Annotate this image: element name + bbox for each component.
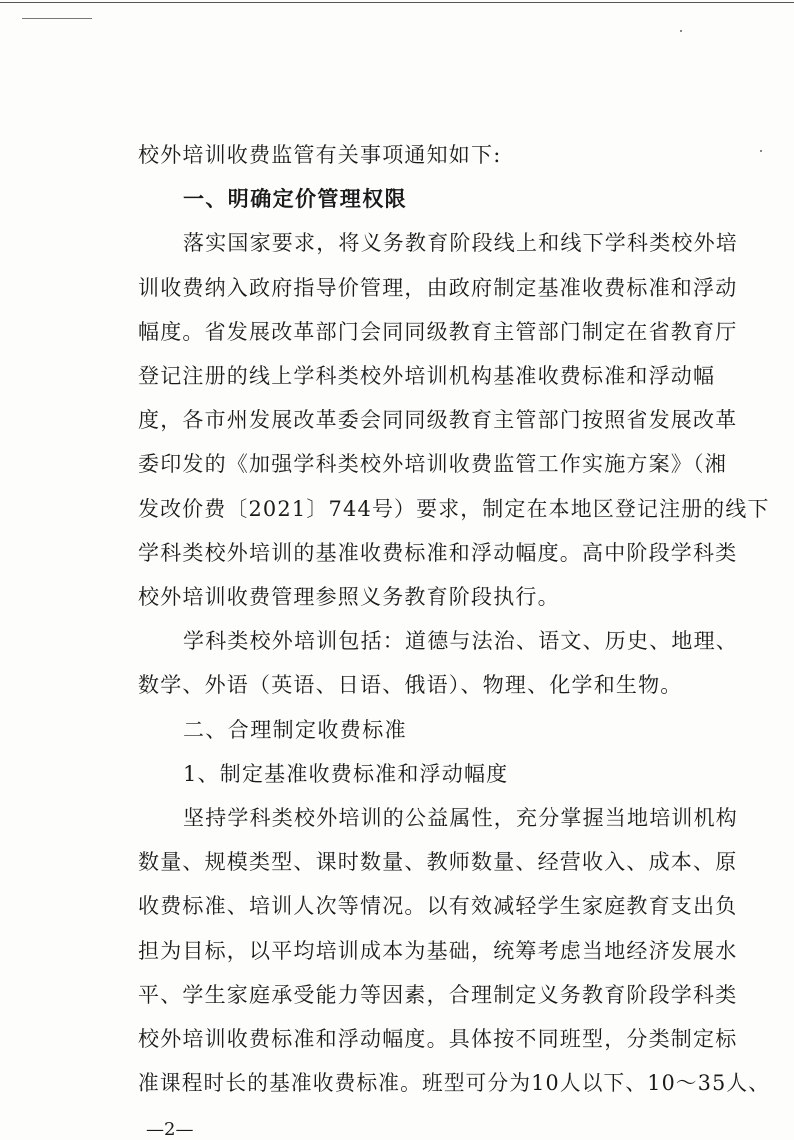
scan-edge-line bbox=[0, 2, 794, 3]
paragraph-line: 准课程时长的基准收费标准。班型可分为10人以下、10～35人、 bbox=[138, 1071, 771, 1096]
paragraph-line: 校外培训收费管理参照义务教育阶段执行。 bbox=[138, 585, 560, 609]
scan-dot bbox=[680, 30, 682, 32]
scan-dot bbox=[760, 150, 762, 152]
paragraph-line: 落实国家要求，将义务教育阶段线上和线下学科类校外培 bbox=[183, 231, 738, 256]
paragraph-line: 学科类校外培训包括：道德与法治、语文、历史、地理、 bbox=[183, 629, 738, 654]
paragraph-line: 担为目标，以平均培训成本为基础，统筹考虑当地经济发展水 bbox=[138, 938, 738, 963]
scan-mark bbox=[22, 18, 92, 19]
paragraph-line: 训收费纳入政府指导价管理，由政府制定基准收费标准和浮动 bbox=[138, 275, 738, 300]
paragraph-line: 平、学生家庭承受能力等因素，合理制定义务教育阶段学科类 bbox=[138, 982, 738, 1007]
paragraph-line: 学科类校外培训的基准收费标准和浮动幅度。高中阶段学科类 bbox=[138, 540, 738, 565]
paragraph-line: 度，各市州发展改革委会同同级教育主管部门按照省发展改革 bbox=[138, 408, 738, 433]
paragraph-line: 数量、规模类型、课时数量、教师数量、经营收入、成本、原 bbox=[138, 850, 738, 875]
intro-line: 校外培训收费监管有关事项通知如下: bbox=[138, 143, 502, 167]
paragraph-line: 委印发的《加强学科类校外培训收费监管工作实施方案》（湘 bbox=[138, 452, 727, 477]
section2-heading: 二、合理制定收费标准 bbox=[183, 717, 407, 742]
paragraph-line: 发改价费〔2021〕744号）要求，制定在本地区登记注册的线下 bbox=[138, 496, 770, 521]
paragraph-line: 坚持学科类校外培训的公益属性，充分掌握当地培训机构 bbox=[183, 806, 738, 830]
paragraph-line: 校外培训收费标准和浮动幅度。具体按不同班型，分类制定标 bbox=[138, 1027, 738, 1051]
page-number: —2— bbox=[146, 1119, 194, 1140]
paragraph-line: 收费标准、培训人次等情况。以有效减轻学生家庭教育支出负 bbox=[138, 894, 738, 919]
section2-subheading: 1、制定基准收费标准和浮动幅度 bbox=[183, 761, 509, 786]
section1-heading: 一、明确定价管理权限 bbox=[183, 187, 407, 212]
paragraph-line: 数学、外语（英语、日语、俄语）、物理、化学和生物。 bbox=[138, 673, 683, 698]
paragraph-line: 登记注册的线上学科类校外培训机构基准收费标准和浮动幅 bbox=[138, 364, 716, 388]
paragraph-line: 幅度。省发展改革部门会同同级教育主管部门制定在省教育厅 bbox=[138, 319, 738, 344]
